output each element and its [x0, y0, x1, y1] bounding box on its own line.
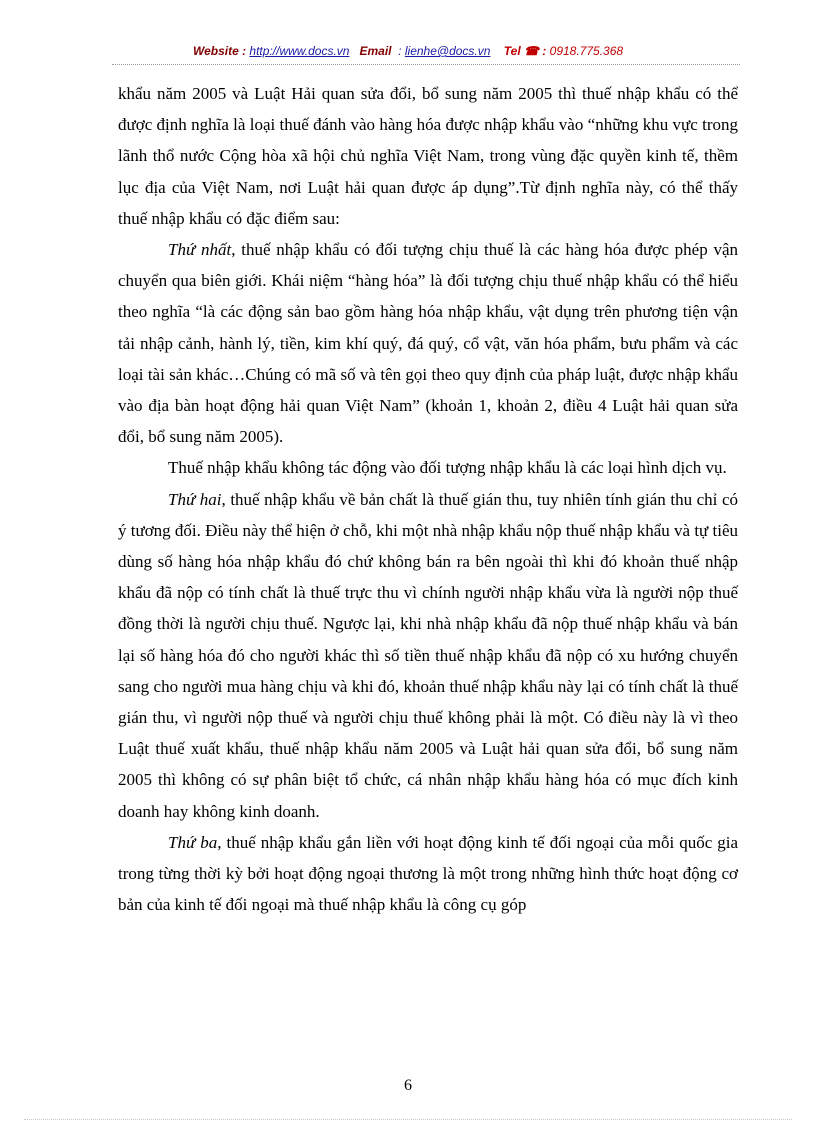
email-label: Email: [359, 44, 392, 58]
paragraph-text: thuế nhập khẩu có đối tượng chịu thuế là các hàng hóa được phép vận chuyển qua biên giới. Khái niệm “hàng hóa” là đối tượng chịu thuế nhập khẩu có thể hiểu theo nghĩa “là các động sản bao gồm hàng hóa nhập khẩu, vật dụng trên phương tiện vận tải nhập cảnh, hành lý, tiền, kim khí quý, đá quý, cổ vật, văn hóa phẩm, bưu phẩm và các loại tài sản khác…Chúng có mã số và tên gọi theo quy định của pháp luật, được nhập khẩu vào địa bàn hoạt động hải quan Việt Nam” (khoản 1, khoản 2, điều 4 Luật hải quan sửa đổi, bổ sung năm 2005).: [118, 240, 739, 447]
tel-label: Tel ☎ :: [503, 44, 547, 58]
paragraph-second-feature: Thứ hai, thuế nhập khẩu về bản chất là thuế gián thu, tuy nhiên tính gián thu chỉ có ý tương đối. Điều này thể hiện ở chỗ, khi một nhà nhập khẩu nộp thuế nhập khẩu và tự tiêu dùng số hàng hóa nhập khẩu đó chứ không bán ra bên ngoài thì khi đó khoản thuế nhập khẩu đã nộp có tính chất là thuế trực thu vì chính người nhập khẩu vừa là người nộp thuế đồng thời là người chịu thuế. Ngược lại, khi nhà nhập khẩu đã nộp thuế nhập khẩu và bán lại số hàng hóa đó cho người khác thì số tiền thuế nhập khẩu đã nộp có xu hướng chuyển sang cho người mua hàng chịu và khi đó, khoản thuế nhập khẩu này lại có tính chất là thuế gián thu, vì người nộp thuế và người chịu thuế không phải là một. Có điều này là vì theo Luật thuế xuất khẩu, thuế nhập khẩu năm 2005 và Luật hải quan sửa đổi, bổ sung năm 2005 thì không có sự phân biệt tổ chức, cá nhân nhập khẩu hàng hóa có mục đích kinh doanh hay không kinh doanh.: [118, 489, 739, 821]
paragraph-text: thuế nhập khẩu gắn liền với hoạt động kinh tế đối ngoại của mỗi quốc gia trong từng thời kỳ bởi hoạt động ngoại thương là một trong những hình thức hoạt động cơ bản của kinh tế đối ngoại mà thuế nhập khẩu là công cụ góp: [118, 832, 739, 915]
page-header: [0, 44, 816, 58]
lead-in-second: Thứ hai: [168, 489, 222, 509]
document-body: [118, 78, 738, 920]
lead-in-first: Thứ nhất: [168, 240, 232, 260]
email-link[interactable]: lienhe@docs.vn: [404, 44, 491, 58]
email-separator: :: [398, 44, 402, 58]
paragraph-text: thuế nhập khẩu về bản chất là thuế gián thu, tuy nhiên tính gián thu chỉ có ý tương đối. Điều này thể hiện ở chỗ, khi một nhà nhập khẩu nộp thuế nhập khẩu và tự tiêu dùng số hàng hóa nhập khẩu đó chứ không bán ra bên ngoài thì khi đó khoản thuế nhập khẩu đã nộp có tính chất là thuế trực thu vì chính người nhập khẩu vừa là người nộp thuế đồng thời là người chịu thuế. Ngược lại, khi nhà nhập khẩu đã nộp thuế nhập khẩu và bán lại số hàng hóa đó cho người khác thì số tiền thuế nhập khẩu đã nộp có xu hướng chuyển sang cho người mua hàng chịu và khi đó, khoản thuế nhập khẩu này lại có tính chất là thuế gián thu, vì người nộp thuế và người chịu thuế không phải là một. Có điều này là vì theo Luật thuế xuất khẩu, thuế nhập khẩu năm 2005 và Luật hải quan sửa đổi, bổ sung năm 2005 thì không có sự phân biệt tổ chức, cá nhân nhập khẩu hàng hóa có mục đích kinh doanh hay không kinh doanh.: [118, 489, 739, 821]
paragraph-third-feature: Thứ ba, thuế nhập khẩu gắn liền với hoạt động kinh tế đối ngoại của mỗi quốc gia trong từng thời kỳ bởi hoạt động ngoại thương là một trong những hình thức hoạt động cơ bản của kinh tế đối ngoại mà thuế nhập khẩu là công cụ góp: [118, 832, 739, 915]
phone-number: 0918.775.368: [549, 44, 624, 58]
website-link[interactable]: http://www.docs.vn: [249, 44, 350, 58]
header-divider: [112, 64, 740, 65]
page-number: 6: [404, 1077, 412, 1094]
footer-divider: [24, 1119, 792, 1120]
website-label: Website :: [192, 44, 247, 58]
paragraph-continuation: khẩu năm 2005 và Luật Hải quan sửa đổi, bổ sung năm 2005 thì thuế nhập khẩu có thể được định nghĩa là loại thuế đánh vào hàng hóa được nhập khẩu vào “những khu vực trong lãnh thổ nước Cộng hòa xã hội chủ nghĩa Việt Nam, trong vùng đặc quyền kinh tế, thềm lục địa của Việt Nam, nơi Luật hải quan được áp dụng”.Từ định nghĩa này, có thể thấy thuế nhập khẩu có đặc điểm sau:: [118, 84, 738, 228]
paragraph-first-feature: Thứ nhất, thuế nhập khẩu có đối tượng chịu thuế là các hàng hóa được phép vận chuyển qua biên giới. Khái niệm “hàng hóa” là đối tượng chịu thuế nhập khẩu có thể hiểu theo nghĩa “là các động sản bao gồm hàng hóa nhập khẩu, vật dụng trên phương tiện vận tải nhập cảnh, hành lý, tiền, kim khí quý, đá quý, cổ vật, văn hóa phẩm, bưu phẩm và các loại tài sản khác…Chúng có mã số và tên gọi theo quy định của pháp luật, được nhập khẩu vào địa bàn hoạt động hải quan Việt Nam” (khoản 1, khoản 2, điều 4 Luật hải quan sửa đổi, bổ sung năm 2005).: [118, 240, 739, 447]
paragraph-services: Thuế nhập khẩu không tác động vào đối tượng nhập khẩu là các loại hình dịch vụ.: [168, 458, 727, 478]
lead-in-third: Thứ ba: [168, 832, 218, 852]
